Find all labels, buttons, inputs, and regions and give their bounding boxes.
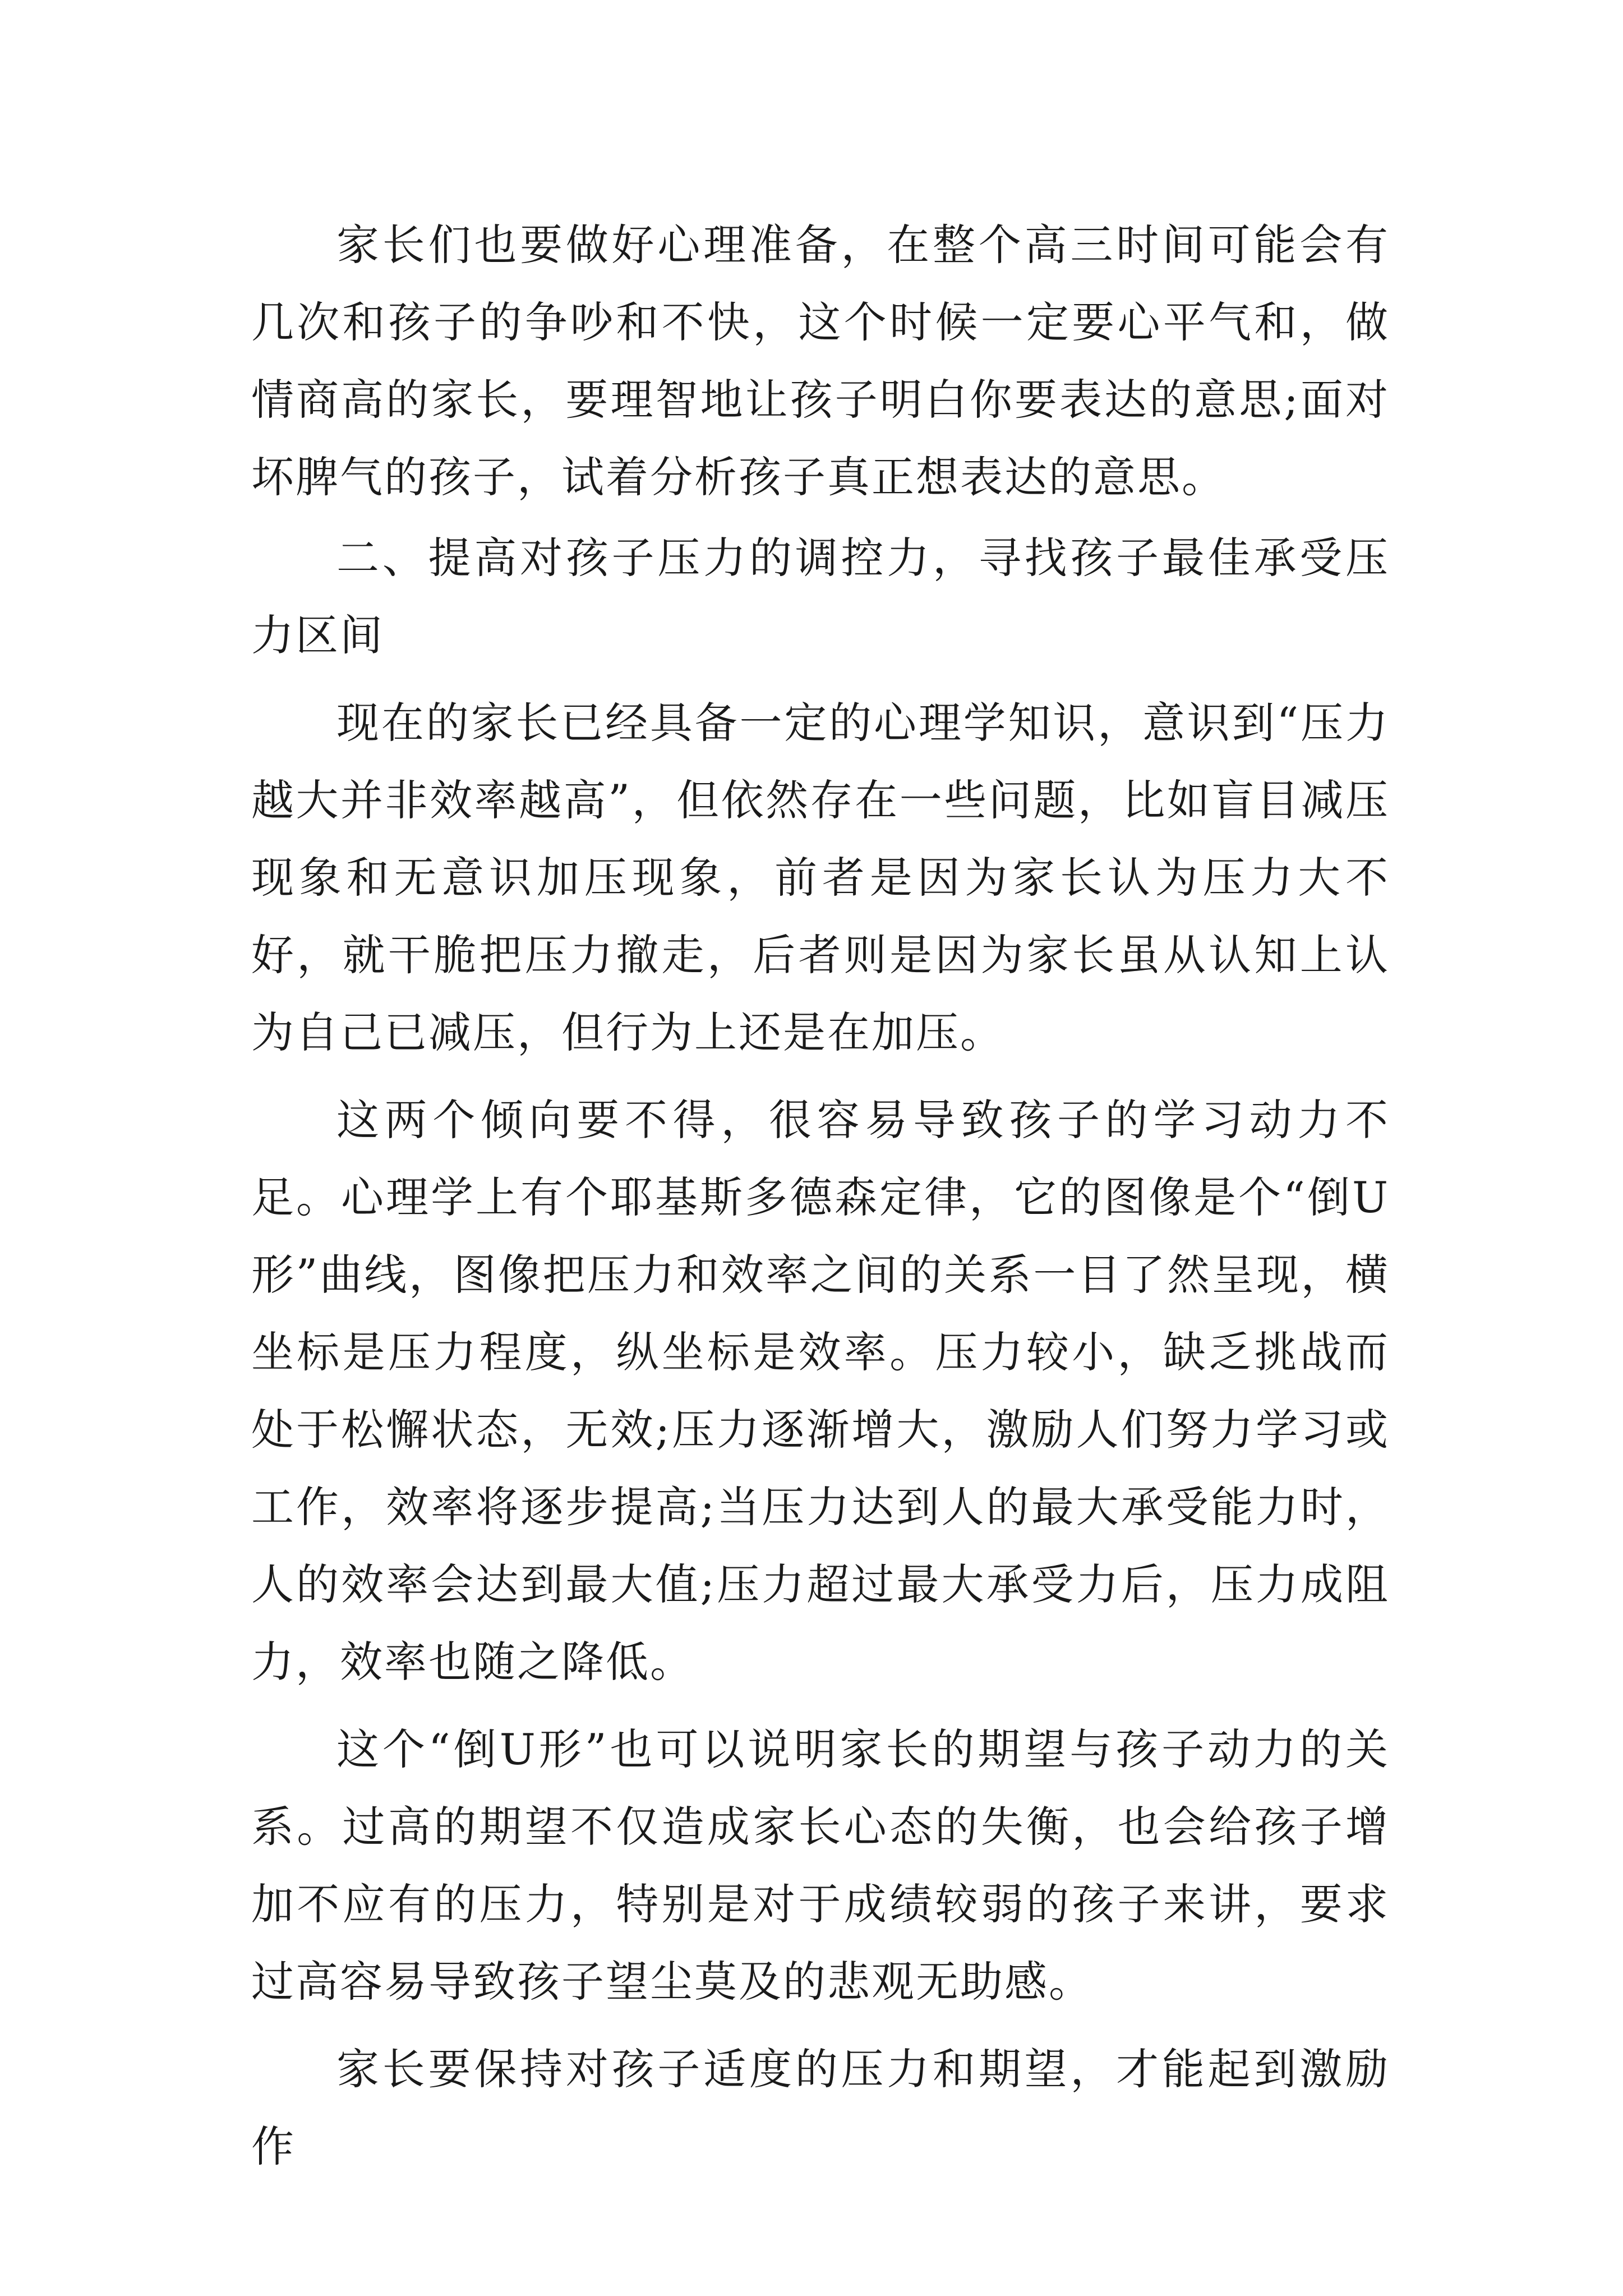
paragraph-psychological-preparation: 家长们也要做好心理准备，在整个高三时间可能会有几次和孩子的争吵和不快，这个时候一定要心平气和，做情商高的家长，要理智地让孩子明白你要表达的意思;面对坏脾气的孩子，试着分析孩子真正想表达的意思。 [251,220,1390,502]
section-heading-pressure-control: 二、提高对孩子压力的调控力，寻找孩子最佳承受压力区间 [251,533,1390,660]
paragraph-moderate-pressure: 家长要保持对孩子适度的压力和期望，才能起到激励作 [251,2044,1390,2171]
paragraph-expectation-relation: 这个“倒U形”也可以说明家长的期望与孩子动力的关系。过高的期望不仅造成家长心态的失衡，也会给孩子增加不应有的压力，特别是对于成绩较弱的孩子来讲，要求过高容易导致孩子望尘莫及的悲观无助感。 [251,1724,1390,2007]
paragraph-pressure-awareness: 现在的家长已经具备一定的心理学知识，意识到“压力越大并非效率越高”，但依然存在一些问题，比如盲目减压现象和无意识加压现象，前者是因为家长认为压力大不好，就干脆把压力撤走，后者则是因为家长虽从认知上认为自己已减压，但行为上还是在加压。 [251,698,1390,1057]
paragraph-yerkes-dodson-law: 这两个倾向要不得，很容易导致孩子的学习动力不足。心理学上有个耶基斯多德森定律，它的图像是个“倒U形”曲线，图像把压力和效率之间的关系一目了然呈现，横坐标是压力程度，纵坐标是效率。压力较小，缺乏挑战而处于松懈状态，无效;压力逐渐增大，激励人们努力学习或工作，效率将逐步提高;当压力达到人的最大承受能力时，人的效率会达到最大值;压力超过最大承受力后，压力成阻力，效率也随之降低。 [251,1095,1390,1687]
document-body [251,206,1390,2185]
